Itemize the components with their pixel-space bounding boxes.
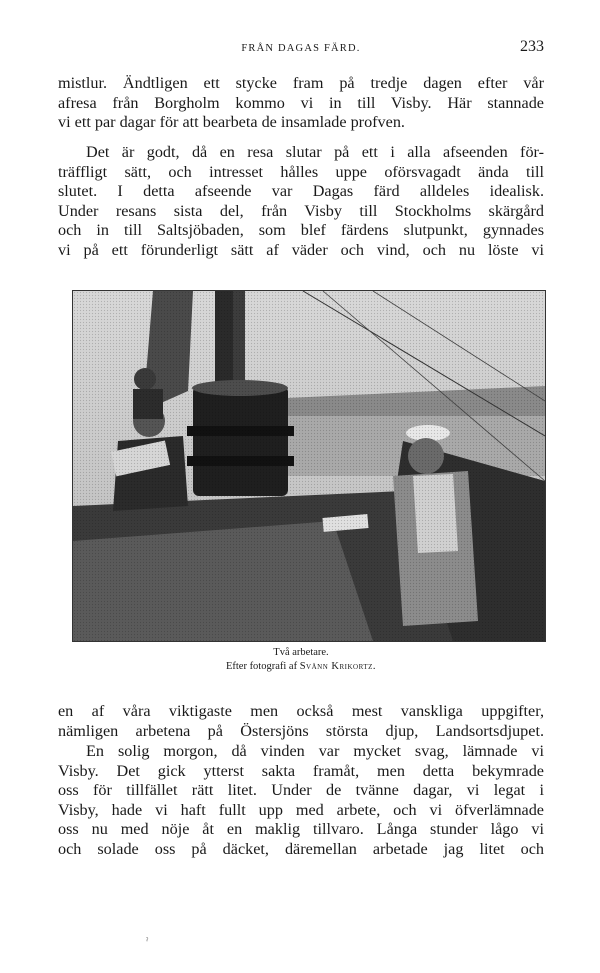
paragraph-4 xyxy=(58,742,544,860)
text-line: afresa från Borgholm kommo vi in till Visby. Här stannade xyxy=(58,93,544,112)
photo-illustration xyxy=(73,291,545,641)
text-line: vi ett par dagar för att bearbeta de insamlade profven. xyxy=(58,113,405,132)
paragraph-3 xyxy=(58,702,544,741)
stray-mark: ˀ xyxy=(146,936,149,946)
text-line: slutet. I detta afseende var Dagas färd alldeles idealisk. xyxy=(58,182,544,201)
text-line: En solig morgon, då vinden var mycket svag, lämnade vi xyxy=(86,742,544,760)
caption-credit-prefix: Efter fotografi af xyxy=(225,661,298,672)
text-line: oss nu med nöje åt en maklig tillvaro. Långa stunder lågo vi xyxy=(58,820,544,839)
figure-caption-credit xyxy=(58,660,544,673)
text-line: en af våra viktigaste men också mest vanskliga uppgifter, xyxy=(58,702,544,720)
figure-caption-title: Två arbetare. xyxy=(273,647,329,658)
page-header xyxy=(58,38,544,58)
text-line: oss för tillfället rätt litet. Under de tvänne dagar, vi legat i xyxy=(58,781,544,800)
page-number: 233 xyxy=(520,38,544,55)
text-line: Under resans sista del, från Visby till Stockholms skärgård xyxy=(58,201,544,220)
text-line: mistlur. Ändtligen ett stycke fram på tredje dagen efter vår xyxy=(58,74,544,92)
text-line: träffligt sätt, och intresset hålles uppe oförsvagadt ända till xyxy=(58,162,544,181)
paragraph-2 xyxy=(58,143,544,261)
photograph-two-workers xyxy=(72,290,546,642)
text-line: nämligen arbetena på Östersjöns största djup, Landsortsdjupet. xyxy=(58,721,544,740)
text-line: och in till Saltsjöbaden, som blef färdens slutpunkt, gynnades xyxy=(58,221,544,240)
running-title: FRÅN DAGAS FÄRD. xyxy=(241,43,361,54)
text-line: vi på ett förunderligt sätt af väder och vind, och nu löste vi xyxy=(58,240,544,259)
text-line: Visby, hade vi haft fullt upp med arbete, och vi öfverlämnade xyxy=(58,800,544,819)
text-line: och solade oss på däcket, däremellan arbetade jag litet och xyxy=(58,839,544,858)
text-line: Det är godt, då en resa slutar på ett i alla afseenden för- xyxy=(86,143,544,161)
photographer-name: Svänn Krikortz. xyxy=(299,661,377,672)
paragraph-1 xyxy=(58,74,544,133)
text-line: Visby. Det gick ytterst sakta framåt, men detta bekymrade xyxy=(58,761,544,780)
